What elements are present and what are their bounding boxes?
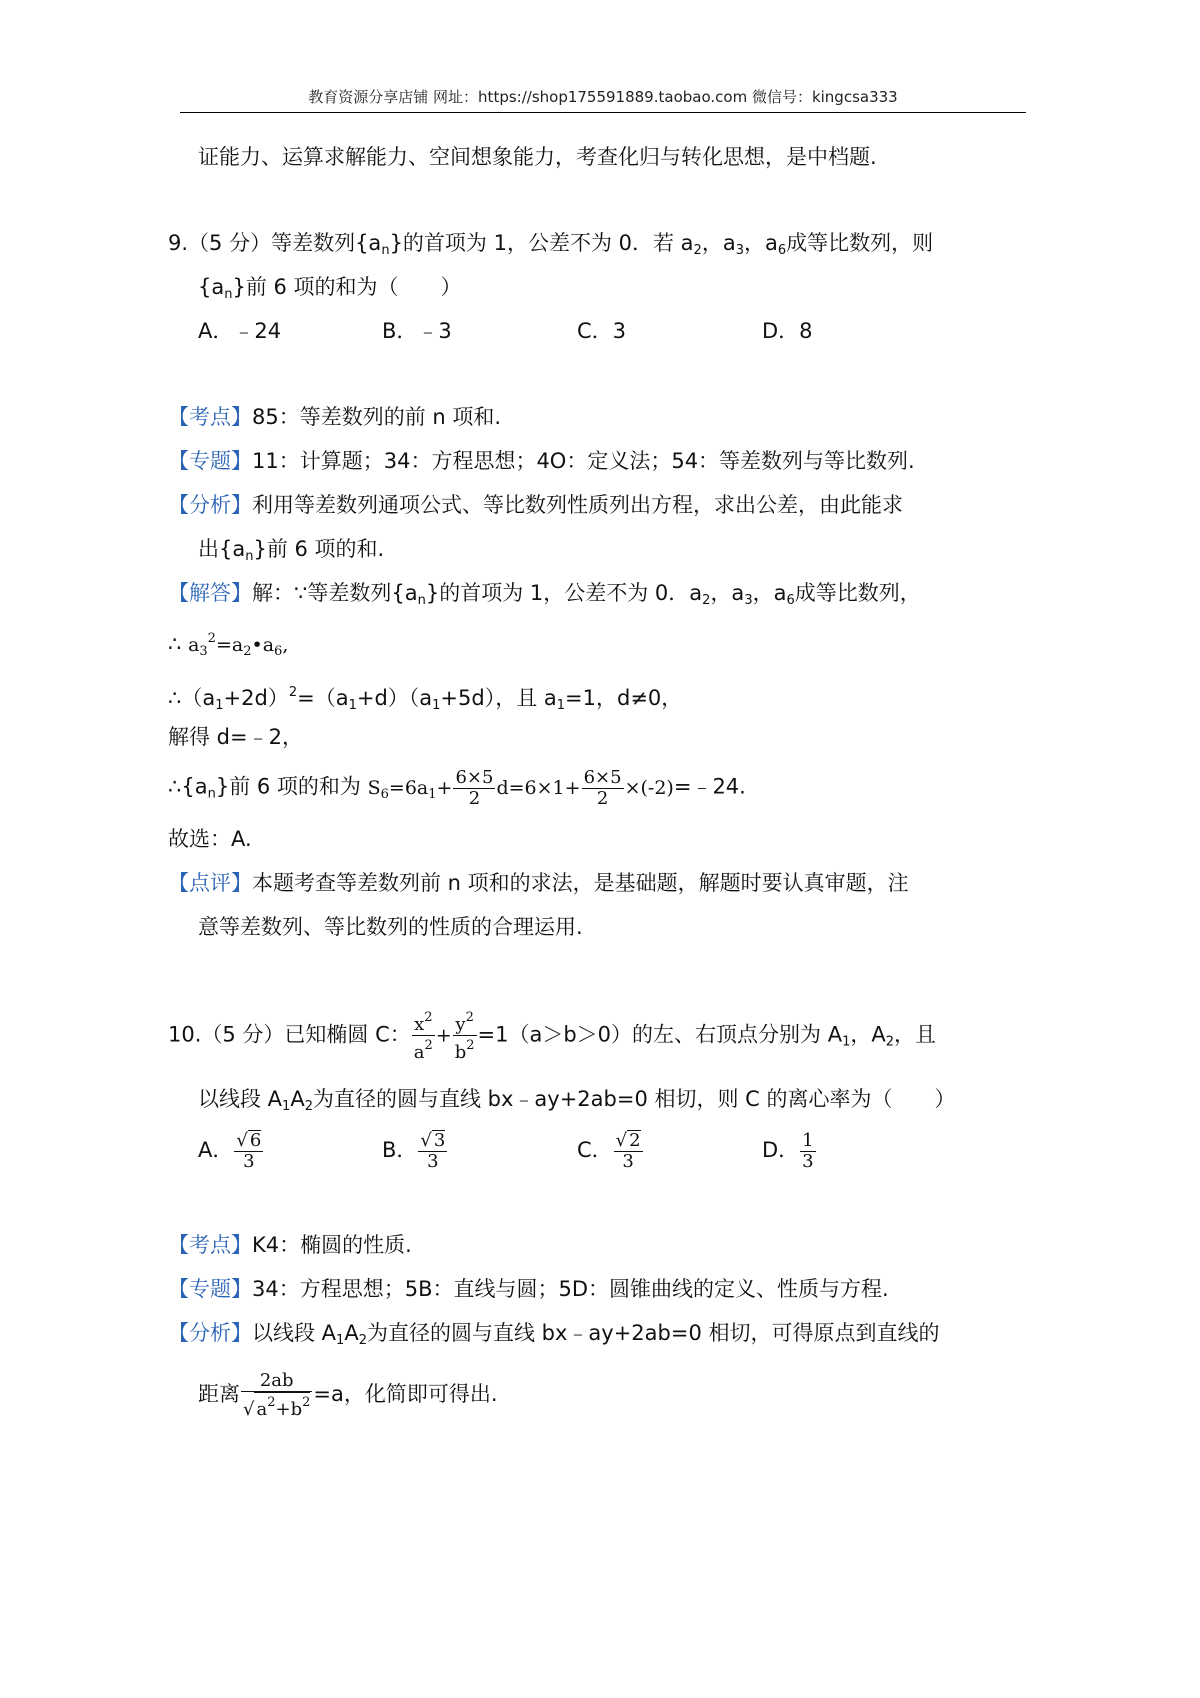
formula bbox=[188, 631, 289, 659]
fenxi-line bbox=[168, 1318, 940, 1356]
denominator bbox=[453, 1036, 477, 1063]
zhuanti-line bbox=[168, 446, 915, 476]
text-span: A bbox=[344, 1321, 359, 1345]
numerator bbox=[412, 1008, 435, 1036]
text-span: +5d），且 a bbox=[440, 686, 557, 710]
dianping-tag: 【点评】 bbox=[168, 871, 252, 895]
step-1 bbox=[168, 624, 288, 667]
fenxi-line-2 bbox=[198, 534, 384, 572]
jieda-line bbox=[168, 578, 921, 616]
text-span: K4：椭圆的性质. bbox=[252, 1233, 412, 1257]
subscript: n bbox=[417, 593, 426, 608]
question-10-line-2 bbox=[198, 1084, 956, 1122]
question-9-line-1 bbox=[168, 228, 933, 266]
radicand: 3 bbox=[433, 1130, 446, 1151]
subscript: 2 bbox=[358, 1333, 367, 1348]
numerator: 1 bbox=[802, 1129, 814, 1151]
text-span: •a bbox=[251, 634, 275, 656]
option-b[interactable] bbox=[382, 1126, 448, 1174]
option-d[interactable] bbox=[762, 1126, 817, 1174]
subscript: 3 bbox=[744, 593, 753, 608]
text-span: 9.（5 分）等差数列{a bbox=[168, 231, 382, 255]
denominator: 3 bbox=[802, 1150, 814, 1172]
denominator bbox=[412, 1036, 435, 1063]
subscript: 2 bbox=[885, 1034, 895, 1050]
denominator: 3 bbox=[427, 1151, 439, 1172]
text-span: {a bbox=[198, 275, 225, 299]
formula bbox=[367, 767, 674, 809]
text-span: 本题考查等差数列前 n 项和的求法，是基础题，解题时要认真审题，注 bbox=[252, 871, 909, 895]
numerator: √ 6 bbox=[236, 1130, 262, 1151]
superscript: 2 bbox=[207, 631, 216, 646]
text-span: =1，d≠0， bbox=[565, 686, 683, 710]
text-span: b bbox=[454, 1042, 467, 1063]
text-span: a bbox=[413, 1042, 425, 1063]
subscript: 1 bbox=[556, 698, 566, 713]
text-span: 解：∵等差数列{a bbox=[252, 581, 418, 605]
text-span: =﹣24. bbox=[673, 774, 746, 799]
kaodian-tag: 【考点】 bbox=[168, 1233, 252, 1257]
zhuanti-tag: 【专题】 bbox=[168, 1277, 252, 1301]
subscript: 1 bbox=[348, 698, 357, 713]
text-span: 成等比数列， bbox=[794, 581, 921, 605]
text-span: + bbox=[436, 776, 453, 799]
text-span: D． bbox=[762, 1138, 800, 1162]
question-9-line-2 bbox=[198, 272, 462, 310]
fraction bbox=[453, 768, 495, 809]
text-span: ∴ bbox=[168, 632, 182, 656]
text-span: =1（a＞b＞0）的左、右顶点分别为 A bbox=[477, 1022, 843, 1047]
text-span: x bbox=[414, 1014, 425, 1035]
text-span: 为直径的圆与直线 bx﹣ay+2ab=0 相切，可得原点到直线的 bbox=[366, 1321, 940, 1345]
subscript: 2 bbox=[693, 243, 702, 258]
fraction bbox=[582, 768, 624, 809]
text-span: 以线段 A bbox=[252, 1321, 337, 1345]
fenxi-line bbox=[168, 490, 903, 520]
fraction bbox=[418, 1130, 447, 1172]
text-span: =a，化简即可得出. bbox=[313, 1382, 498, 1406]
text-span: }前 6 项的和为 bbox=[215, 774, 361, 799]
subscript: n bbox=[224, 287, 233, 302]
text-span: }的首项为 1，公差不为 0．a bbox=[425, 581, 703, 605]
radicand: 6 bbox=[249, 1130, 262, 1151]
denominator: 2 bbox=[468, 788, 481, 809]
text-span: a bbox=[256, 1398, 268, 1420]
denominator: 2 bbox=[596, 788, 609, 809]
step-5: 故选：A. bbox=[168, 827, 252, 851]
text-span: 34：方程思想；5B：直线与圆；5D：圆锥曲线的定义、性质与方程. bbox=[252, 1277, 889, 1301]
text-span: C． bbox=[577, 1138, 613, 1162]
superscript: 2 bbox=[424, 1038, 433, 1053]
text-span: d=6×1+ bbox=[496, 776, 581, 799]
subscript: 2 bbox=[702, 593, 711, 608]
jieda-tag: 【解答】 bbox=[168, 581, 252, 605]
radicand: 2 bbox=[629, 1130, 641, 1151]
text-line: 证能力、运算求解能力、空间想象能力，考查化归与转化思想，是中档题. bbox=[198, 145, 877, 169]
text-span: }前 6 项的和为（ ） bbox=[232, 275, 462, 299]
text-span: y bbox=[455, 1014, 466, 1035]
superscript: 2 bbox=[465, 1010, 474, 1025]
fraction bbox=[614, 1130, 643, 1172]
subscript: n bbox=[381, 243, 390, 258]
text-span: }的首项为 1，公差不为 0．若 a bbox=[389, 231, 694, 255]
text-span: B． bbox=[382, 1138, 418, 1162]
fraction bbox=[453, 1008, 477, 1063]
text-span: ∴（a bbox=[168, 686, 216, 710]
text-span: ，a bbox=[710, 581, 745, 605]
text-span: +2d） bbox=[223, 686, 289, 710]
zhuanti-tag: 【专题】 bbox=[168, 449, 252, 473]
text-span: 以线段 A bbox=[198, 1087, 283, 1111]
numerator: √ 3 bbox=[420, 1130, 446, 1151]
text-span: 距离 bbox=[198, 1382, 240, 1406]
kaodian-line bbox=[168, 402, 501, 432]
text-span: =a bbox=[215, 634, 244, 656]
subscript: 1 bbox=[282, 1099, 291, 1114]
fenxi-line-2 bbox=[198, 1370, 498, 1420]
page-header: 教育资源分享店铺 网址：https://shop175591889.taobao.com 微信号：kingcsa333 bbox=[308, 88, 898, 106]
option-c[interactable]: C．3 bbox=[577, 319, 627, 343]
text-span: 利用等差数列通项公式、等比数列性质列出方程，求出公差，由此能求 bbox=[252, 493, 903, 517]
option-a[interactable] bbox=[198, 1126, 264, 1174]
text-span: + bbox=[435, 1024, 452, 1047]
step-3: 解得 d=﹣2， bbox=[168, 725, 303, 749]
text-span: ∴{a bbox=[168, 774, 208, 799]
text-span: 10.（5 分）已知椭圆 C： bbox=[168, 1022, 411, 1047]
fraction bbox=[241, 1371, 312, 1420]
subscript: 1 bbox=[432, 698, 441, 713]
option-c[interactable] bbox=[577, 1126, 644, 1174]
superscript: 2 bbox=[424, 1010, 433, 1025]
radicand bbox=[254, 1392, 310, 1420]
fraction bbox=[234, 1130, 263, 1172]
text-span: A bbox=[290, 1087, 305, 1111]
fenxi-tag: 【分析】 bbox=[168, 1321, 252, 1345]
dianping-line bbox=[168, 868, 909, 898]
subscript: 1 bbox=[336, 1333, 345, 1348]
text-span: ，a bbox=[743, 231, 778, 255]
option-b[interactable]: B．﹣3 bbox=[382, 319, 452, 343]
superscript: 2 bbox=[466, 1038, 475, 1053]
fraction bbox=[412, 1008, 435, 1063]
text-span: 为直径的圆与直线 bx﹣ay+2ab=0 相切，则 C 的离心率为（ ） bbox=[312, 1087, 956, 1111]
step-4 bbox=[168, 768, 746, 810]
text-span: A． bbox=[198, 1138, 234, 1162]
subscript: n bbox=[245, 549, 254, 564]
step-2 bbox=[168, 678, 682, 721]
text-span: =（a bbox=[297, 686, 349, 710]
superscript: 2 bbox=[267, 1394, 276, 1410]
subscript: 1 bbox=[842, 1034, 851, 1050]
superscript: 2 bbox=[288, 685, 298, 700]
subscript: 6 bbox=[786, 593, 795, 608]
text-span: 85：等差数列的前 n 项和. bbox=[252, 405, 502, 429]
subscript: 6 bbox=[274, 644, 283, 659]
text-span: a bbox=[188, 634, 200, 656]
text-span: }前 6 项的和. bbox=[253, 537, 385, 561]
option-d[interactable]: D．8 bbox=[762, 319, 813, 343]
denominator: 3 bbox=[243, 1151, 255, 1172]
subscript: 3 bbox=[199, 644, 208, 659]
subscript: n bbox=[207, 786, 216, 802]
numerator bbox=[453, 1008, 477, 1036]
subscript: 6 bbox=[777, 243, 787, 258]
text-span: =6a bbox=[388, 776, 429, 799]
text-span: ，a bbox=[701, 231, 736, 255]
zhuanti-line bbox=[168, 1274, 889, 1304]
subscript: 1 bbox=[215, 698, 224, 713]
numerator: 6×5 bbox=[583, 767, 622, 788]
subscript: 2 bbox=[304, 1099, 313, 1114]
fenxi-tag: 【分析】 bbox=[168, 493, 252, 517]
text-span: +d）（a bbox=[356, 686, 433, 710]
numerator: 6×5 bbox=[455, 767, 494, 788]
option-a[interactable]: A．﹣24 bbox=[198, 319, 282, 343]
text-span: , bbox=[282, 634, 289, 656]
text-span: ，a bbox=[752, 581, 787, 605]
kaodian-line bbox=[168, 1230, 412, 1260]
superscript: 2 bbox=[302, 1394, 311, 1410]
numerator: 2ab bbox=[241, 1371, 312, 1392]
subscript: 1 bbox=[428, 786, 437, 802]
text-span: 成等比数列，则 bbox=[786, 231, 934, 255]
denominator: 3 bbox=[622, 1151, 634, 1172]
text-span: 出{a bbox=[198, 537, 246, 561]
text-span: ，且 bbox=[894, 1022, 937, 1047]
fraction bbox=[800, 1131, 815, 1172]
subscript: 2 bbox=[243, 644, 252, 659]
subscript: 3 bbox=[735, 243, 744, 258]
kaodian-tag: 【考点】 bbox=[168, 405, 252, 429]
text-span: +b bbox=[275, 1398, 303, 1420]
subscript: 6 bbox=[380, 786, 389, 802]
text-span: S bbox=[367, 776, 381, 799]
text-span: ×(-2) bbox=[624, 776, 674, 799]
denominator: √ $a^2+b^2$ bbox=[241, 1392, 312, 1420]
text-span: ，A bbox=[850, 1022, 886, 1047]
dianping-line-2: 意等差数列、等比数列的性质的合理运用. bbox=[198, 915, 583, 939]
header-divider bbox=[180, 112, 1026, 113]
question-10-line-1 bbox=[168, 1008, 936, 1067]
text-span: 11：计算题；34：方程思想；4O：定义法；54：等差数列与等比数列. bbox=[252, 449, 915, 473]
numerator: √ 2 bbox=[615, 1130, 641, 1151]
